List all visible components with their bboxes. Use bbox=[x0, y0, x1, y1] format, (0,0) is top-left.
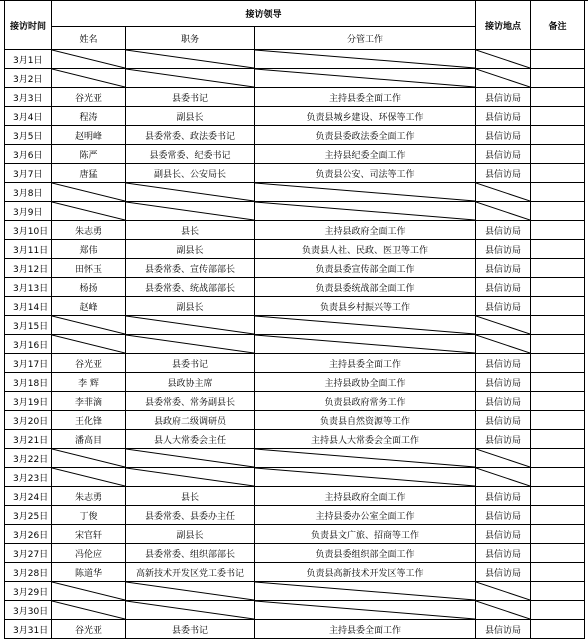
date-cell: 3月23日 bbox=[5, 468, 52, 487]
header-row-1 bbox=[5, 1, 585, 27]
location-cell: 县信访局 bbox=[476, 506, 531, 525]
name-cell: 陈道华 bbox=[52, 563, 126, 582]
name-cell: 李菲滴 bbox=[52, 392, 126, 411]
position-cell: 县委书记 bbox=[126, 354, 255, 373]
remark-cell bbox=[531, 582, 585, 601]
position-cell: 县委常委、常务副县长 bbox=[126, 392, 255, 411]
date-cell: 3月12日 bbox=[5, 259, 52, 278]
duty-cell: 负责县政府常务工作 bbox=[255, 392, 476, 411]
duty-cell: 负责县高新技术开发区等工作 bbox=[255, 563, 476, 582]
remark-cell bbox=[531, 487, 585, 506]
remark-cell bbox=[531, 145, 585, 164]
remark-cell bbox=[531, 525, 585, 544]
date-cell: 3月21日 bbox=[5, 430, 52, 449]
name-cell bbox=[52, 50, 126, 69]
table-row bbox=[5, 487, 585, 506]
name-cell: 谷光亚 bbox=[52, 354, 126, 373]
date-cell: 3月18日 bbox=[5, 373, 52, 392]
position-cell bbox=[126, 50, 255, 69]
position-cell: 副县长 bbox=[126, 240, 255, 259]
date-cell: 3月29日 bbox=[5, 582, 52, 601]
duty-cell bbox=[255, 202, 476, 221]
duty-cell: 主持县委办公室全面工作 bbox=[255, 506, 476, 525]
header-name: 姓名 bbox=[52, 27, 126, 50]
date-cell: 3月26日 bbox=[5, 525, 52, 544]
duty-cell: 主持县委全面工作 bbox=[255, 620, 476, 639]
remark-cell bbox=[531, 50, 585, 69]
date-cell: 3月10日 bbox=[5, 221, 52, 240]
remark-cell bbox=[531, 430, 585, 449]
table-row bbox=[5, 164, 585, 183]
position-cell: 县委常委、政法委书记 bbox=[126, 126, 255, 145]
date-cell: 3月2日 bbox=[5, 69, 52, 88]
position-cell: 副县长 bbox=[126, 297, 255, 316]
name-cell: 朱志勇 bbox=[52, 221, 126, 240]
date-cell: 3月3日 bbox=[5, 88, 52, 107]
position-cell bbox=[126, 183, 255, 202]
table-row bbox=[5, 221, 585, 240]
position-cell: 县委常委、纪委书记 bbox=[126, 145, 255, 164]
position-cell bbox=[126, 449, 255, 468]
position-cell bbox=[126, 316, 255, 335]
date-cell: 3月4日 bbox=[5, 107, 52, 126]
date-cell: 3月8日 bbox=[5, 183, 52, 202]
position-cell: 县人大常委会主任 bbox=[126, 430, 255, 449]
duty-cell bbox=[255, 183, 476, 202]
duty-cell: 主持县政协全面工作 bbox=[255, 373, 476, 392]
remark-cell bbox=[531, 183, 585, 202]
table-row bbox=[5, 525, 585, 544]
location-cell: 县信访局 bbox=[476, 259, 531, 278]
duty-cell bbox=[255, 601, 476, 620]
location-cell bbox=[476, 601, 531, 620]
duty-cell: 负责县委政法委全面工作 bbox=[255, 126, 476, 145]
remark-cell bbox=[531, 354, 585, 373]
remark-cell bbox=[531, 506, 585, 525]
duty-cell: 主持县政府全面工作 bbox=[255, 221, 476, 240]
table-row bbox=[5, 411, 585, 430]
location-cell: 县信访局 bbox=[476, 107, 531, 126]
position-cell: 县委常委、宣传部部长 bbox=[126, 259, 255, 278]
table-row bbox=[5, 50, 585, 69]
duty-cell: 负责县城乡建设、环保等工作 bbox=[255, 107, 476, 126]
table-row bbox=[5, 278, 585, 297]
date-cell: 3月1日 bbox=[5, 50, 52, 69]
date-cell: 3月31日 bbox=[5, 620, 52, 639]
table-row bbox=[5, 563, 585, 582]
date-cell: 3月9日 bbox=[5, 202, 52, 221]
location-cell: 县信访局 bbox=[476, 563, 531, 582]
position-cell: 县委常委、县委办主任 bbox=[126, 506, 255, 525]
name-cell: 赵峰 bbox=[52, 297, 126, 316]
duty-cell: 负责县文广旅、招商等工作 bbox=[255, 525, 476, 544]
date-cell: 3月16日 bbox=[5, 335, 52, 354]
duty-cell: 负责县委统战部全面工作 bbox=[255, 278, 476, 297]
position-cell bbox=[126, 202, 255, 221]
remark-cell bbox=[531, 620, 585, 639]
duty-cell: 负责县公安、司法等工作 bbox=[255, 164, 476, 183]
remark-cell bbox=[531, 544, 585, 563]
location-cell bbox=[476, 468, 531, 487]
date-cell: 3月28日 bbox=[5, 563, 52, 582]
table-row bbox=[5, 145, 585, 164]
location-cell: 县信访局 bbox=[476, 278, 531, 297]
location-cell: 县信访局 bbox=[476, 297, 531, 316]
position-cell: 县委常委、组织部部长 bbox=[126, 544, 255, 563]
table-row bbox=[5, 126, 585, 145]
table-row bbox=[5, 354, 585, 373]
location-cell bbox=[476, 183, 531, 202]
position-cell: 县政府二级调研员 bbox=[126, 411, 255, 430]
location-cell: 县信访局 bbox=[476, 145, 531, 164]
position-cell bbox=[126, 582, 255, 601]
table-row bbox=[5, 297, 585, 316]
remark-cell bbox=[531, 335, 585, 354]
date-cell: 3月27日 bbox=[5, 544, 52, 563]
name-cell: 赵明峰 bbox=[52, 126, 126, 145]
position-cell: 县委书记 bbox=[126, 88, 255, 107]
location-cell bbox=[476, 50, 531, 69]
position-cell: 县长 bbox=[126, 487, 255, 506]
position-cell: 副县长 bbox=[126, 525, 255, 544]
duty-cell: 主持县人大常委会全面工作 bbox=[255, 430, 476, 449]
table-row bbox=[5, 544, 585, 563]
location-cell: 县信访局 bbox=[476, 354, 531, 373]
duty-cell: 负责县委宣传部全面工作 bbox=[255, 259, 476, 278]
location-cell: 县信访局 bbox=[476, 620, 531, 639]
name-cell bbox=[52, 468, 126, 487]
duty-cell: 主持县委全面工作 bbox=[255, 88, 476, 107]
duty-cell: 负责县乡村振兴等工作 bbox=[255, 297, 476, 316]
table-row bbox=[5, 107, 585, 126]
position-cell: 县委书记 bbox=[126, 620, 255, 639]
location-cell: 县信访局 bbox=[476, 411, 531, 430]
table-row bbox=[5, 316, 585, 335]
position-cell: 县长 bbox=[126, 221, 255, 240]
position-cell bbox=[126, 468, 255, 487]
name-cell: 宋官轩 bbox=[52, 525, 126, 544]
date-cell: 3月19日 bbox=[5, 392, 52, 411]
location-cell bbox=[476, 582, 531, 601]
location-cell bbox=[476, 449, 531, 468]
table-row bbox=[5, 582, 585, 601]
header-position: 职务 bbox=[126, 27, 255, 50]
remark-cell bbox=[531, 278, 585, 297]
name-cell: 李 辉 bbox=[52, 373, 126, 392]
table-row bbox=[5, 259, 585, 278]
table-row bbox=[5, 240, 585, 259]
location-cell: 县信访局 bbox=[476, 164, 531, 183]
header-leader-group: 接访领导 bbox=[52, 1, 476, 27]
name-cell: 王化锋 bbox=[52, 411, 126, 430]
table-row bbox=[5, 202, 585, 221]
remark-cell bbox=[531, 297, 585, 316]
position-cell: 县政协主席 bbox=[126, 373, 255, 392]
duty-cell bbox=[255, 50, 476, 69]
remark-cell bbox=[531, 221, 585, 240]
location-cell: 县信访局 bbox=[476, 373, 531, 392]
name-cell: 谷光亚 bbox=[52, 620, 126, 639]
remark-cell bbox=[531, 601, 585, 620]
position-cell: 高新技术开发区党工委书记 bbox=[126, 563, 255, 582]
remark-cell bbox=[531, 69, 585, 88]
table-row bbox=[5, 335, 585, 354]
remark-cell bbox=[531, 107, 585, 126]
remark-cell bbox=[531, 468, 585, 487]
table-row bbox=[5, 430, 585, 449]
duty-cell bbox=[255, 69, 476, 88]
remark-cell bbox=[531, 126, 585, 145]
duty-cell: 主持县委全面工作 bbox=[255, 354, 476, 373]
location-cell: 县信访局 bbox=[476, 392, 531, 411]
table-row bbox=[5, 506, 585, 525]
remark-cell bbox=[531, 164, 585, 183]
name-cell: 陈严 bbox=[52, 145, 126, 164]
duty-cell bbox=[255, 335, 476, 354]
name-cell: 朱志勇 bbox=[52, 487, 126, 506]
table-row bbox=[5, 468, 585, 487]
header-time: 接访时间 bbox=[5, 1, 52, 50]
position-cell: 县委常委、统战部部长 bbox=[126, 278, 255, 297]
header-duty: 分管工作 bbox=[255, 27, 476, 50]
position-cell bbox=[126, 335, 255, 354]
position-cell bbox=[126, 69, 255, 88]
duty-cell: 主持县纪委全面工作 bbox=[255, 145, 476, 164]
reception-schedule-table bbox=[4, 0, 585, 639]
table-row bbox=[5, 601, 585, 620]
date-cell: 3月7日 bbox=[5, 164, 52, 183]
header-remark: 备注 bbox=[531, 1, 585, 50]
table-row bbox=[5, 620, 585, 639]
name-cell: 郑伟 bbox=[52, 240, 126, 259]
table-row bbox=[5, 69, 585, 88]
duty-cell bbox=[255, 449, 476, 468]
duty-cell: 主持县政府全面工作 bbox=[255, 487, 476, 506]
remark-cell bbox=[531, 316, 585, 335]
duty-cell bbox=[255, 468, 476, 487]
name-cell: 田怀玉 bbox=[52, 259, 126, 278]
table-row bbox=[5, 373, 585, 392]
name-cell bbox=[52, 601, 126, 620]
date-cell: 3月22日 bbox=[5, 449, 52, 468]
remark-cell bbox=[531, 240, 585, 259]
name-cell bbox=[52, 582, 126, 601]
location-cell: 县信访局 bbox=[476, 430, 531, 449]
duty-cell bbox=[255, 582, 476, 601]
duty-cell: 负责县人社、民政、医卫等工作 bbox=[255, 240, 476, 259]
position-cell bbox=[126, 601, 255, 620]
name-cell: 唐猛 bbox=[52, 164, 126, 183]
date-cell: 3月30日 bbox=[5, 601, 52, 620]
location-cell bbox=[476, 335, 531, 354]
remark-cell bbox=[531, 449, 585, 468]
name-cell bbox=[52, 335, 126, 354]
location-cell: 县信访局 bbox=[476, 544, 531, 563]
date-cell: 3月11日 bbox=[5, 240, 52, 259]
name-cell bbox=[52, 449, 126, 468]
date-cell: 3月17日 bbox=[5, 354, 52, 373]
location-cell: 县信访局 bbox=[476, 525, 531, 544]
date-cell: 3月5日 bbox=[5, 126, 52, 145]
name-cell: 程涛 bbox=[52, 107, 126, 126]
remark-cell bbox=[531, 563, 585, 582]
date-cell: 3月13日 bbox=[5, 278, 52, 297]
duty-cell bbox=[255, 316, 476, 335]
remark-cell bbox=[531, 88, 585, 107]
remark-cell bbox=[531, 373, 585, 392]
date-cell: 3月20日 bbox=[5, 411, 52, 430]
name-cell bbox=[52, 69, 126, 88]
duty-cell: 负责县自然资源等工作 bbox=[255, 411, 476, 430]
date-cell: 3月15日 bbox=[5, 316, 52, 335]
location-cell: 县信访局 bbox=[476, 487, 531, 506]
position-cell: 副县长、公安局长 bbox=[126, 164, 255, 183]
date-cell: 3月24日 bbox=[5, 487, 52, 506]
name-cell: 谷光亚 bbox=[52, 88, 126, 107]
date-cell: 3月14日 bbox=[5, 297, 52, 316]
name-cell bbox=[52, 183, 126, 202]
location-cell bbox=[476, 202, 531, 221]
remark-cell bbox=[531, 392, 585, 411]
remark-cell bbox=[531, 202, 585, 221]
remark-cell bbox=[531, 259, 585, 278]
location-cell bbox=[476, 316, 531, 335]
name-cell: 杨扬 bbox=[52, 278, 126, 297]
table-row bbox=[5, 449, 585, 468]
name-cell: 冯伦应 bbox=[52, 544, 126, 563]
date-cell: 3月6日 bbox=[5, 145, 52, 164]
table-row bbox=[5, 88, 585, 107]
header-location: 接访地点 bbox=[476, 1, 531, 50]
table-row bbox=[5, 392, 585, 411]
duty-cell: 负责县委组织部全面工作 bbox=[255, 544, 476, 563]
location-cell: 县信访局 bbox=[476, 88, 531, 107]
location-cell bbox=[476, 69, 531, 88]
remark-cell bbox=[531, 411, 585, 430]
date-cell: 3月25日 bbox=[5, 506, 52, 525]
table-body bbox=[5, 50, 585, 639]
name-cell bbox=[52, 316, 126, 335]
location-cell: 县信访局 bbox=[476, 126, 531, 145]
location-cell: 县信访局 bbox=[476, 240, 531, 259]
position-cell: 副县长 bbox=[126, 107, 255, 126]
location-cell: 县信访局 bbox=[476, 221, 531, 240]
table-row bbox=[5, 183, 585, 202]
name-cell: 丁俊 bbox=[52, 506, 126, 525]
name-cell bbox=[52, 202, 126, 221]
name-cell: 潘高目 bbox=[52, 430, 126, 449]
